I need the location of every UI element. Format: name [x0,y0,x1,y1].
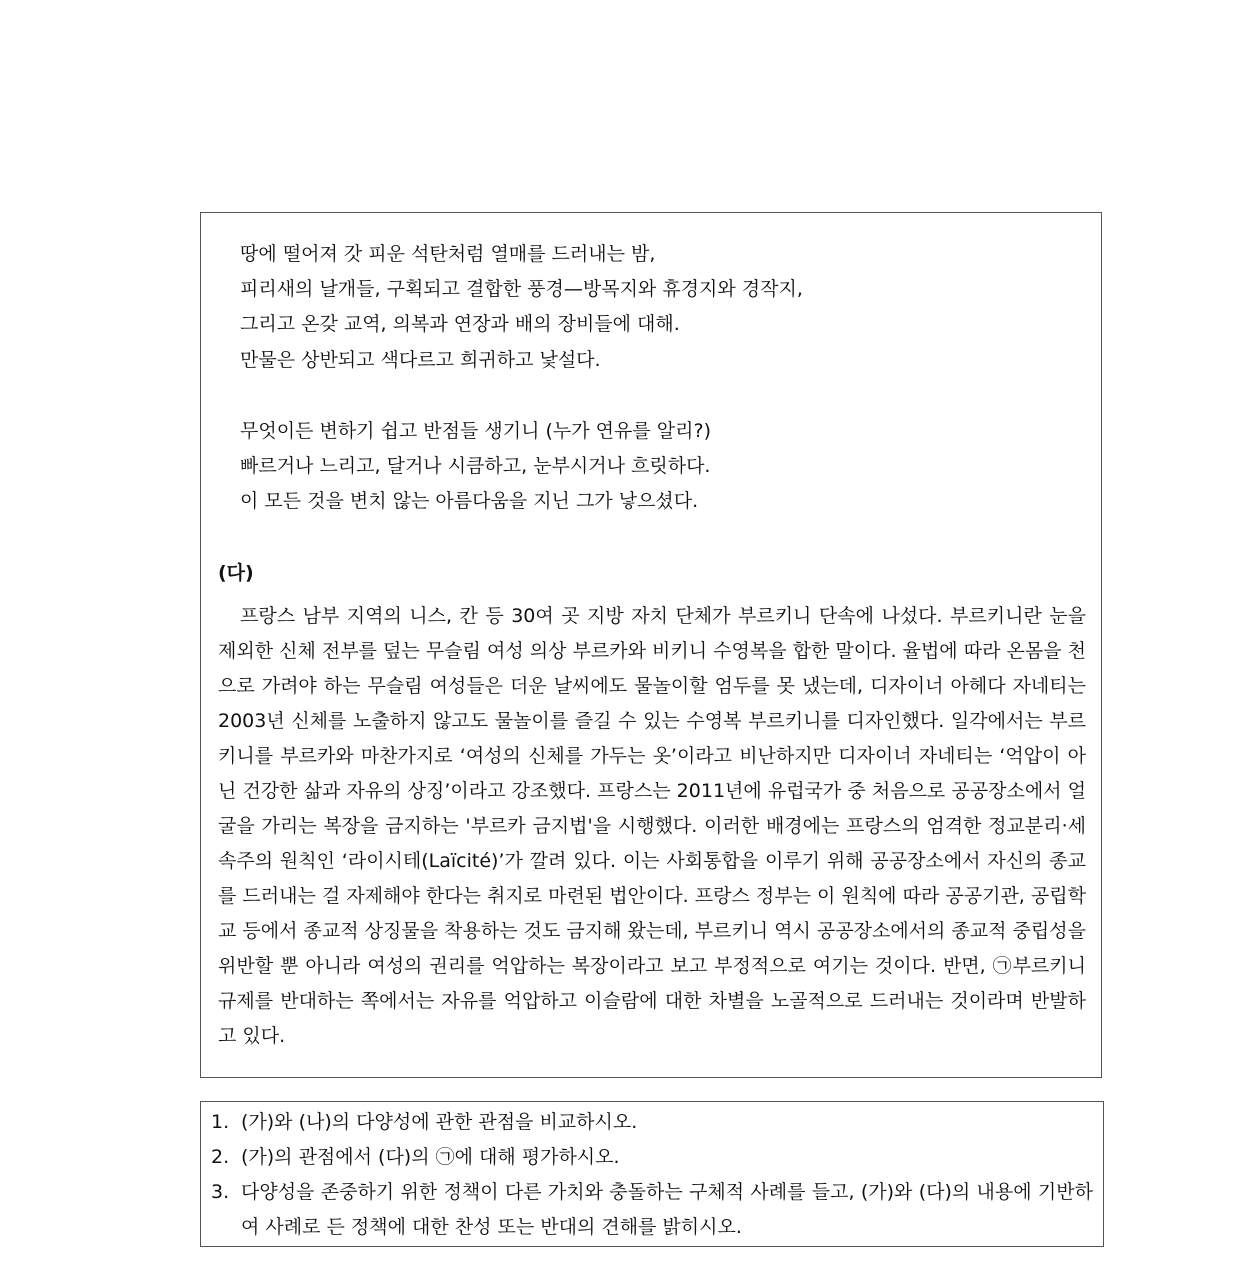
poem-line: 만물은 상반되고 색다르고 희귀하고 낯설다. [240,349,601,371]
section-label-da: (다) [218,562,254,584]
question-number: 1. [211,1111,230,1133]
poem-line: 이 모든 것을 변치 않는 아름다움을 지닌 그가 낳으셨다. [240,490,699,512]
poem-line: 빠르거나 느리고, 달거나 시큼하고, 눈부시거나 흐릿하다. [240,455,711,477]
poem-line: 그리고 온갖 교역, 의복과 연장과 배의 장비들에 대해. [240,313,680,335]
question-item [211,1175,1093,1245]
poem-line: 땅에 떨어져 갓 피운 석탄처럼 열매를 드러내는 밤, [240,243,656,265]
passage-box [200,212,1102,1078]
question-text: 다양성을 존중하기 위한 정책이 다른 가치와 충돌하는 구체적 사례를 들고, (가)와 (다)의 내용에 기반하여 사례로 든 정책에 대한 찬성 또는 반대의 견해를 밝히시오. [241,1181,1093,1238]
section-da-paragraph: 프랑스 남부 지역의 니스, 칸 등 30여 곳 지방 자치 단체가 부르키니 단속에 나섰다. 부르키니란 눈을 제외한 신체 전부를 덮는 무슬림 여성 의상 부르카와 비키니 수영복을 합한 말이다. 율법에 따라 온몸을 천으로 가려야 하는 무슬림 여성들은 더운 날씨에도 물놀이할 엄두를 못 냈는데, 디자이너 아헤다 자네티는 2003년 신체를 노출하지 않고도 물놀이를 즐길 수 있는 수영복 부르키니를 디자인했다. 일각에서는 부르키니를 부르카와 마찬가지로 ‘여성의 신체를 가두는 옷’이라고 비난하지만 디자이너 자네티는 ‘억압이 아닌 건강한 삶과 자유의 상징’이라고 강조했다. 프랑스는 2011년에 유럽국가 중 처음으로 공공장소에서 얼굴을 가리는 복장을 금지하는 '부르카 금지법'을 시행했다. 이러한 배경에는 프랑스의 엄격한 정교분리·세속주의 원칙인 ‘라이시테(Laïcité)’가 깔려 있다. 이는 사회통합을 이루기 위해 공공장소에서 자신의 종교를 드러내는 걸 자제해야 한다는 취지로 마련된 법안이다. 프랑스 정부는 이 원칙에 따라 공공기관, 공립학교 등에서 종교적 상징물을 착용하는 것도 금지해 왔는데, 부르키니 역시 공공장소에서의 종교적 중립성을 위반할 뿐 아니라 여성의 권리를 억압하는 복장이라고 보고 부정적으로 여기는 것이다. 반면, ㉠부르키니 규제를 반대하는 쪽에서는 자유를 억압하고 이슬람에 대한 차별을 노골적으로 드러내는 것이라며 반발하고 있다. [218,605,1086,1047]
poem-line: 피리새의 날개들, 구획되고 결합한 풍경—방목지와 휴경지와 경작지, [240,278,803,300]
question-item [211,1105,1093,1140]
questions-box [200,1101,1104,1247]
question-text: (가)의 관점에서 (다)의 ㉠에 대해 평가하시오. [241,1146,620,1168]
question-item [211,1140,1093,1175]
poem-line: 무엇이든 변하기 쉽고 반점들 생기니 (누가 연유를 알리?) [240,420,711,442]
question-text: (가)와 (나)의 다양성에 관한 관점을 비교하시오. [241,1111,638,1133]
question-number: 3. [211,1181,230,1203]
question-number: 2. [211,1146,230,1168]
